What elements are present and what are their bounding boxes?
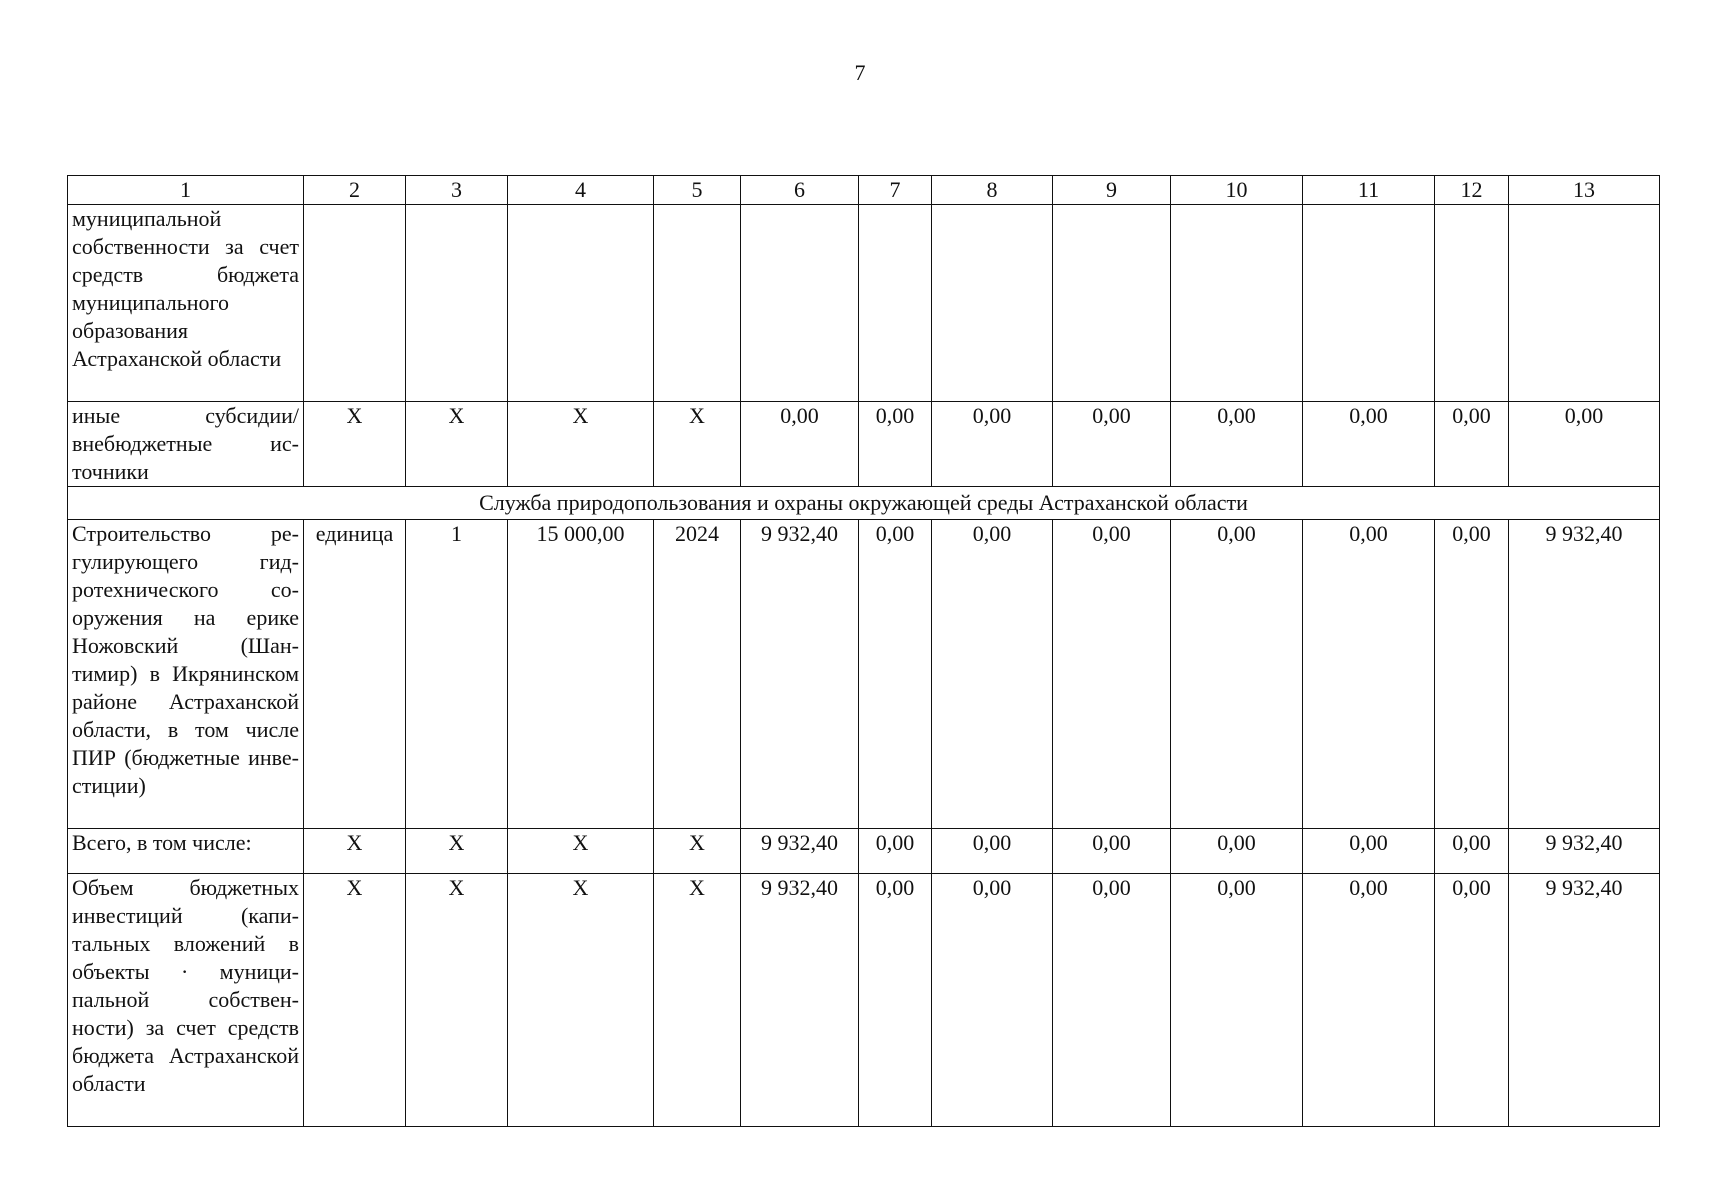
table-cell bbox=[741, 205, 859, 402]
table-cell: 0,00 bbox=[1171, 829, 1303, 874]
table-row bbox=[68, 829, 1660, 874]
table-cell: 0,00 bbox=[1171, 874, 1303, 1127]
table-cell: 2024 bbox=[654, 520, 741, 829]
table-cell: 9 932,40 bbox=[1509, 829, 1660, 874]
table-cell bbox=[1303, 205, 1435, 402]
table-cell: X bbox=[406, 829, 508, 874]
table-cell bbox=[508, 205, 654, 402]
table-cell: 9 932,40 bbox=[741, 874, 859, 1127]
section-title: Служба природопользования и охраны окружающей среды Астраханской области bbox=[68, 487, 1660, 520]
column-number: 7 bbox=[859, 176, 932, 205]
table-cell: 0,00 bbox=[1303, 520, 1435, 829]
row-label: иные субсидии/ внебюджетные источники bbox=[68, 402, 304, 487]
table-cell: 0,00 bbox=[1303, 402, 1435, 487]
column-number: 6 bbox=[741, 176, 859, 205]
table-row bbox=[68, 520, 1660, 829]
table-cell: X bbox=[508, 874, 654, 1127]
column-number: 2 bbox=[304, 176, 406, 205]
table-cell: X bbox=[654, 874, 741, 1127]
table-cell: 0,00 bbox=[1053, 520, 1171, 829]
table-cell: 0,00 bbox=[859, 402, 932, 487]
table-cell: 0,00 bbox=[1435, 402, 1509, 487]
table-cell: единица bbox=[304, 520, 406, 829]
table-cell: 0,00 bbox=[1171, 520, 1303, 829]
table-cell: 9 932,40 bbox=[1509, 520, 1660, 829]
table-cell: 0,00 bbox=[1435, 874, 1509, 1127]
column-number: 13 bbox=[1509, 176, 1660, 205]
column-number: 11 bbox=[1303, 176, 1435, 205]
table-cell: X bbox=[508, 829, 654, 874]
table-cell: 0,00 bbox=[1435, 520, 1509, 829]
table-cell: X bbox=[304, 402, 406, 487]
column-number: 5 bbox=[654, 176, 741, 205]
table-cell: 0,00 bbox=[932, 829, 1053, 874]
table-row bbox=[68, 205, 1660, 402]
table-row bbox=[68, 402, 1660, 487]
table-cell bbox=[406, 205, 508, 402]
row-label: Всего, в том числе: bbox=[68, 829, 304, 874]
table-cell: 0,00 bbox=[1509, 402, 1660, 487]
table-cell: X bbox=[654, 829, 741, 874]
table-cell bbox=[1171, 205, 1303, 402]
column-number: 8 bbox=[932, 176, 1053, 205]
table-row bbox=[68, 874, 1660, 1127]
section-row bbox=[68, 487, 1660, 520]
column-number: 3 bbox=[406, 176, 508, 205]
column-number: 10 bbox=[1171, 176, 1303, 205]
table-cell bbox=[859, 205, 932, 402]
table-cell: 0,00 bbox=[859, 874, 932, 1127]
table-cell: 0,00 bbox=[1053, 829, 1171, 874]
row-label: Объем бюджетных инвестиций (капитальных вложений в объекты · муниципальной собственности) за счет средств бюджета Астраханской области bbox=[68, 874, 304, 1127]
table-body bbox=[68, 176, 1660, 1127]
table-cell: 0,00 bbox=[1435, 829, 1509, 874]
table-cell bbox=[932, 205, 1053, 402]
row-label: муниципальной собственности за счет средств бюджета муниципального образования Астраханской области bbox=[68, 205, 304, 402]
table-cell: 0,00 bbox=[1053, 402, 1171, 487]
column-number: 4 bbox=[508, 176, 654, 205]
column-number-row bbox=[68, 176, 1660, 205]
row-label: Строительство регулирующего гидротехнического сооружения на ерике Ножовский (Шантимир) в Икрянинском районе Астраханской области, в том числе ПИР (бюджетные инвестиции) bbox=[68, 520, 304, 829]
table-cell: X bbox=[304, 829, 406, 874]
table-cell: 0,00 bbox=[1303, 874, 1435, 1127]
table-cell: 15 000,00 bbox=[508, 520, 654, 829]
table-cell: X bbox=[654, 402, 741, 487]
table-cell: 9 932,40 bbox=[1509, 874, 1660, 1127]
table-cell: X bbox=[406, 874, 508, 1127]
table-cell bbox=[1509, 205, 1660, 402]
table-cell: 9 932,40 bbox=[741, 829, 859, 874]
table-cell bbox=[304, 205, 406, 402]
column-number: 12 bbox=[1435, 176, 1509, 205]
table-cell: X bbox=[304, 874, 406, 1127]
table-cell: 0,00 bbox=[1053, 874, 1171, 1127]
table-cell: X bbox=[406, 402, 508, 487]
table-cell: 9 932,40 bbox=[741, 520, 859, 829]
column-number: 1 bbox=[68, 176, 304, 205]
table-cell bbox=[654, 205, 741, 402]
table-cell: 0,00 bbox=[1171, 402, 1303, 487]
table-cell: 0,00 bbox=[932, 520, 1053, 829]
table-cell: 0,00 bbox=[1303, 829, 1435, 874]
column-number: 9 bbox=[1053, 176, 1171, 205]
table-cell: 0,00 bbox=[859, 520, 932, 829]
budget-table bbox=[67, 175, 1660, 1127]
table-cell: 0,00 bbox=[859, 829, 932, 874]
table-cell: 0,00 bbox=[932, 402, 1053, 487]
table-cell: 0,00 bbox=[741, 402, 859, 487]
table-cell: 1 bbox=[406, 520, 508, 829]
table-cell bbox=[1053, 205, 1171, 402]
table-cell: X bbox=[508, 402, 654, 487]
table-cell: 0,00 bbox=[932, 874, 1053, 1127]
page-number: 7 bbox=[854, 60, 866, 85]
table-cell bbox=[1435, 205, 1509, 402]
